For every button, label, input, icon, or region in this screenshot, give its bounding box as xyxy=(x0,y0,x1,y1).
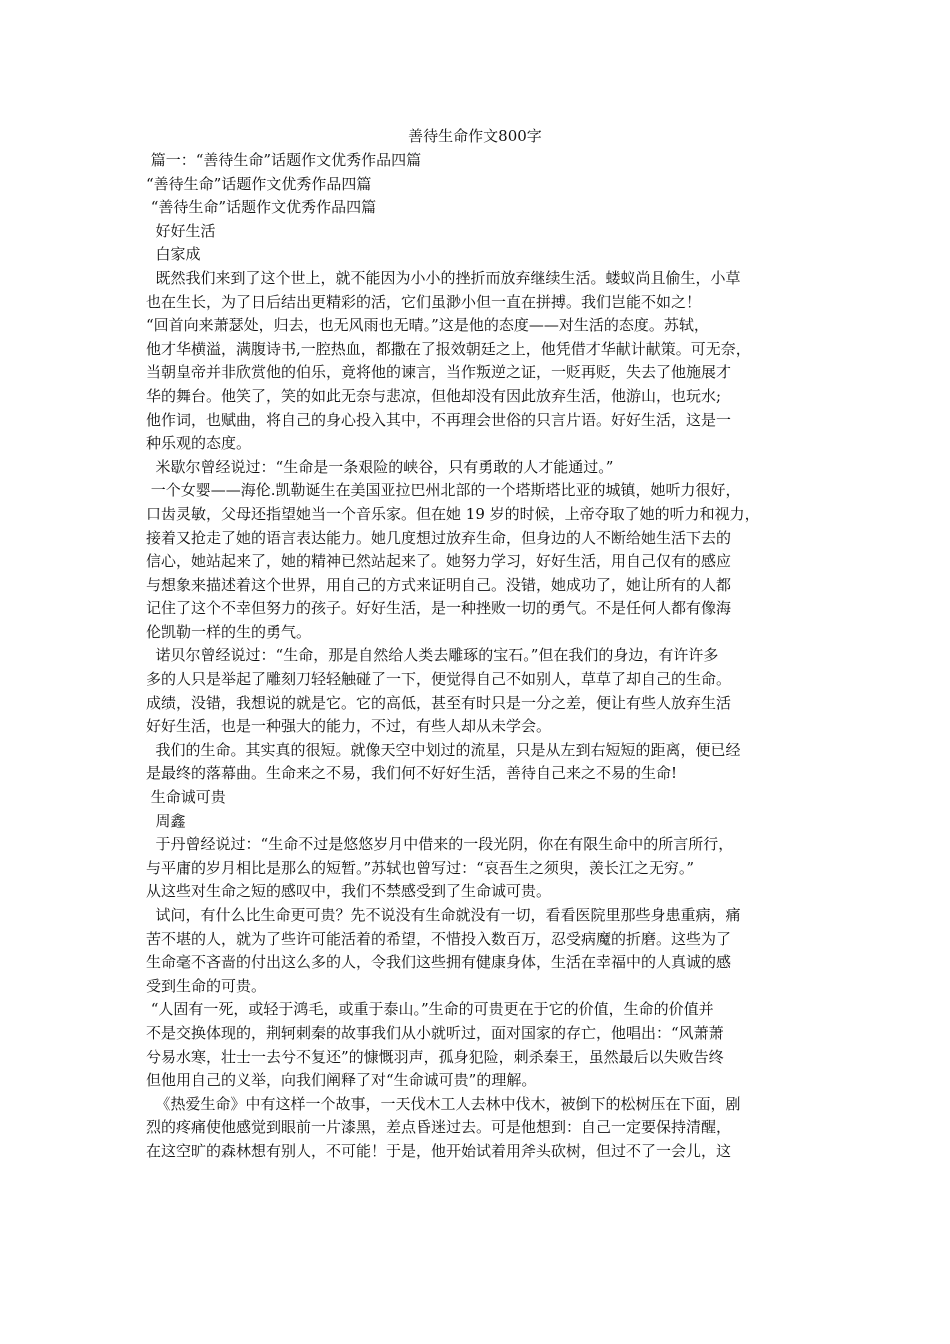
text-line: 记住了这个不幸但努力的孩子。好好生活，是一种挫败一切的勇气。不是任何人都有像海 xyxy=(146,599,732,618)
text-line: 但他用自己的义举，向我们阐释了对“生命诚可贵”的理解。 xyxy=(146,1071,537,1090)
text-line: 米歇尔曾经说过：“生命是一条艰险的峡谷，只有勇敢的人才能通过。” xyxy=(146,457,614,476)
text-line: 成绩，没错，我想说的就是它。它的高低，甚至有时只是一分之差，便让有些人放弃生活 xyxy=(146,693,732,712)
text-line: 多的人只是举起了雕刻刀轻轻触碰了一下，便觉得自己不如别人，草草了却自己的生命。 xyxy=(146,670,732,689)
text-line: “善待生命”话题作文优秀作品四篇 xyxy=(146,198,377,217)
text-line: 口齿灵敏，父母还指望她当一个音乐家。但在她 19 岁的时候，上帝夺取了她的听力和视力， xyxy=(146,504,760,523)
text-line: 与平庸的岁月相比是那么的短暂。”苏轼也曾写过：“哀吾生之须臾，羡长江之无穷。” xyxy=(146,858,695,877)
text-line: 兮易水寒，壮士一去兮不复还”的慷慨羽声，孤身犯险，刺杀秦王，虽然最后以失败告终 xyxy=(146,1047,724,1066)
text-line: 伦凯勒一样的生的勇气。 xyxy=(146,622,312,641)
text-line: 篇一：“善待生命”话题作文优秀作品四篇 xyxy=(146,151,422,169)
text-line: 不是交换体现的，荆轲刺秦的故事我们从小就听过，面对国家的存亡，他唱出：“风萧萧 xyxy=(146,1023,724,1042)
text-line: 在这空旷的森林想有别人，不可能！于是，他开始试着用斧头砍树，但过不了一会儿，这 xyxy=(146,1141,732,1160)
text-line: 白家成 xyxy=(146,245,201,264)
text-line: 种乐观的态度。 xyxy=(146,434,252,453)
text-line: 信心，她站起来了，她的精神已然站起来了。她努力学习，好好生活，用自己仅有的感应 xyxy=(146,552,732,571)
text-line: 试问，有什么比生命更可贵？先不说没有生命就没有一切，看看医院里那些身患重病，痛 xyxy=(146,906,741,924)
text-line: 从这些对生命之短的感叹中，我们不禁感受到了生命诚可贵。 xyxy=(146,882,552,901)
text-line: “善待生命”话题作文优秀作品四篇 xyxy=(146,174,372,193)
text-line: 于丹曾经说过：“生命不过是悠悠岁月中借来的一段光阴，你在有限生命中的所言所行， xyxy=(146,835,734,854)
text-line: 当朝皇帝并非欣赏他的伯乐，竟将他的谏言，当作叛逆之证，一贬再贬，失去了他施展才 xyxy=(146,363,732,382)
text-line: 他作词，也赋曲，将自己的身心投入其中，不再理会世俗的只言片语。好好生活，这是一 xyxy=(146,410,732,429)
text-line: 生命毫不吝啬的付出这么多的人，令我们这些拥有健康身体，生活在幸福中的人真诚的感 xyxy=(146,953,732,972)
text-line: 烈的疼痛使他感觉到眼前一片漆黑，差点昏迷过去。可是他想到：自己一定要保持清醒， xyxy=(146,1118,732,1137)
text-line: 华的舞台。他笑了，笑的如此无奈与悲凉，但他却没有因此放弃生活，他游山，也玩水; xyxy=(146,386,722,405)
text-line: 也在生长，为了日后结出更精彩的活，它们虽渺小但一直在拼搏。我们岂能不如之！ xyxy=(146,292,702,311)
text-line: 与想象来描述着这个世界，用自己的方式来证明自己。没错，她成功了，她让所有的人都 xyxy=(146,575,732,594)
document-title: 善待生命作文800字 xyxy=(408,127,542,145)
text-line: 《热爱生命》中有这样一个故事，一天伐木工人去林中伐木，被倒下的松树压在下面，剧 xyxy=(146,1094,741,1113)
text-line: 生命诚可贵 xyxy=(146,788,226,807)
text-line: 我们的生命。其实真的很短。就像天空中划过的流星，只是从左到右短短的距离，便已经 xyxy=(146,740,741,759)
text-line: 受到生命的可贵。 xyxy=(146,976,267,995)
text-line: 既然我们来到了这个世上，就不能因为小小的挫折而放弃继续生活。蝼蚁尚且偷生，小草 xyxy=(146,268,741,287)
text-line: 他才华横溢，满腹诗书,一腔热血，都撒在了报效朝廷之上，他凭借才华献计献策。可无奈， xyxy=(146,339,751,358)
text-line: “回首向来萧瑟处，归去，也无风雨也无晴。”这是他的态度——对生活的态度。苏轼， xyxy=(146,316,709,335)
text-line: 苦不堪的人，就为了些许可能活着的希望，不惜投入数百万，忍受病魔的折磨。这些为了 xyxy=(146,929,732,948)
text-line: 好好生活，也是一种强大的能力，不过，有些人却从未学会。 xyxy=(146,717,552,736)
text-line: 接着又抢走了她的语言表达能力。她几度想过放弃生命，但身边的人不断给她生活下去的 xyxy=(146,528,732,547)
text-line: 好好生活 xyxy=(146,221,216,240)
document-body xyxy=(146,149,814,1164)
text-line: 周鑫 xyxy=(146,811,186,830)
text-line: 一个女婴——海伦.凯勒诞生在美国亚拉巴州北部的一个塔斯塔比亚的城镇，她听力很好， xyxy=(146,481,741,500)
text-line: 是最终的落幕曲。生命来之不易，我们何不好好生活，善待自己来之不易的生命! xyxy=(146,764,678,783)
text-line: “人固有一死，或轻于鸿毛，或重于泰山。”生命的可贵更在于它的价值，生命的价值并 xyxy=(146,1000,714,1019)
text-line: 诺贝尔曾经说过：“生命，那是自然给人类去雕琢的宝石。”但在我们的身边，有许许多 xyxy=(146,646,719,665)
